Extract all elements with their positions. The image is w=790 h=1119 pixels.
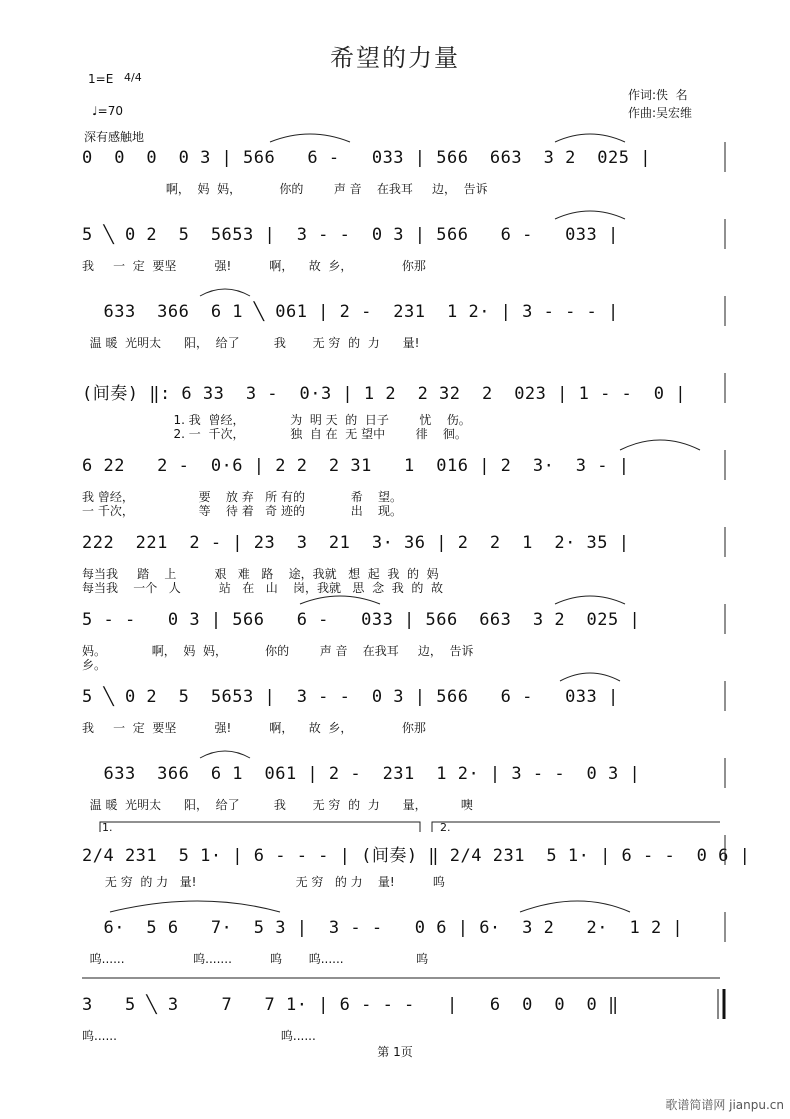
tempo-mark: ♩=70 xyxy=(92,104,123,118)
lyric-line: 我 一 定 要坚 强! 啊， 故 乡， 你那 xyxy=(82,259,426,273)
key-signature: 1=E xyxy=(88,72,114,86)
slur xyxy=(200,751,250,758)
slur xyxy=(555,211,625,219)
slur xyxy=(620,440,700,450)
slur xyxy=(520,901,630,912)
slur xyxy=(555,134,625,142)
notation-line: 3 5 ╲ 3 7 7 1· | 6 - - - | 6 0 0 0 ‖ xyxy=(82,995,619,1015)
volta-second-bracket xyxy=(432,822,720,832)
notation-line: 0 0 0 0 3 | 566 6 - 033 | 566 663 3 2 025 | xyxy=(82,148,651,168)
slur xyxy=(560,673,620,681)
lyricist-credit: 作词:佚 名 xyxy=(628,88,688,102)
time-signature: 4/4 xyxy=(124,71,142,84)
notation-line: 5 - - 0 3 | 566 6 - 033 | 566 663 3 2 025 | xyxy=(82,610,641,630)
slur xyxy=(270,134,350,142)
lyric-line: 妈。 啊， 妈 妈， 你的 声 音 在我耳 边， 告诉 xyxy=(82,644,474,658)
composer-credit: 作曲:吴宏维 xyxy=(628,106,693,120)
notation-line: 2/4 231 5 1· | 6 - - - | (间奏) ‖ 2/4 231 5 1· | 6 - - 0 6 | xyxy=(82,846,751,866)
lyric-line: 呜...... 呜...... xyxy=(82,1029,316,1043)
lyric-line: 每当我 一个 人 站 在 山 岗，我就 思 念 我 的 故 xyxy=(82,581,443,595)
lyric-line: 无 穷 的 力 量! 无 穷 的 力 量! 呜 xyxy=(82,875,445,889)
volta-second-label: 2. xyxy=(440,821,451,834)
lyric-line: 2. 一 千次， 独 自 在 无 望中 徘 徊。 xyxy=(82,427,467,441)
volta-first-bracket xyxy=(100,822,420,832)
lyric-line: 我 一 定 要坚 强! 啊， 故 乡， 你那 xyxy=(82,721,426,735)
slur xyxy=(110,901,280,912)
lyric-line: 温 暖 光明太 阳， 给了 我 无 穷 的 力 量! xyxy=(82,336,420,350)
notation-line: 6· 5 6 7· 5 3 | 3 - - 0 6 | 6· 3 2 2· 1 2 | xyxy=(82,918,684,938)
song-title: 希望的力量 xyxy=(330,44,460,72)
lyric-line: 1. 我 曾经， 为 明 天 的 日子 忧 伤。 xyxy=(82,413,471,427)
lyric-line: 一 千次， 等 待 着 奇 迹的 出 现。 xyxy=(82,504,403,518)
lyric-line: 乡。 xyxy=(82,658,107,672)
lyric-line: 每当我 踏 上 艰 难 路 途，我就 想 起 我 的 妈 xyxy=(82,567,439,581)
page-number: 第 1页 xyxy=(377,1045,413,1059)
notation-line: 633 366 6 1 061 | 2 - 231 1 2· | 3 - - 0 3 | xyxy=(82,764,641,784)
volta-first-label: 1. xyxy=(102,821,113,834)
notation-line: 6 22 2 - 0·6 | 2 2 2 31 1 016 | 2 3· 3 - | xyxy=(82,456,630,476)
lyric-line: 呜...... 呜....... 呜 呜...... 呜 xyxy=(82,952,429,966)
expression-mark: 深有感触地 xyxy=(84,130,145,144)
slur xyxy=(555,596,625,604)
slur xyxy=(200,289,250,296)
watermark: 歌谱简谱网 jianpu.cn xyxy=(665,1098,784,1112)
lyric-line: 啊， 妈 妈， 你的 声 音 在我耳 边， 告诉 xyxy=(82,182,488,196)
notation-line: 5 ╲ 0 2 5 5653 | 3 - - 0 3 | 566 6 - 033 | xyxy=(82,225,619,245)
slur xyxy=(300,596,380,604)
lyric-line: 温 暖 光明太 阳， 给了 我 无 穷 的 力 量， 噢 xyxy=(82,798,473,812)
notation-line: 633 366 6 1 ╲ 061 | 2 - 231 1 2· | 3 - - - | xyxy=(82,302,619,322)
notation-line: 222 221 2 - | 23 3 21 3· 36 | 2 2 1 2· 35 | xyxy=(82,533,630,553)
notation-line: 5 ╲ 0 2 5 5653 | 3 - - 0 3 | 566 6 - 033 | xyxy=(82,687,619,707)
lyric-line: 我 曾经， 要 放 弃 所 有的 希 望。 xyxy=(82,490,403,504)
notation-line: (间奏) ‖: 6 33 3 - 0·3 | 1 2 2 32 2 023 | 1 - - 0 | xyxy=(82,384,686,404)
